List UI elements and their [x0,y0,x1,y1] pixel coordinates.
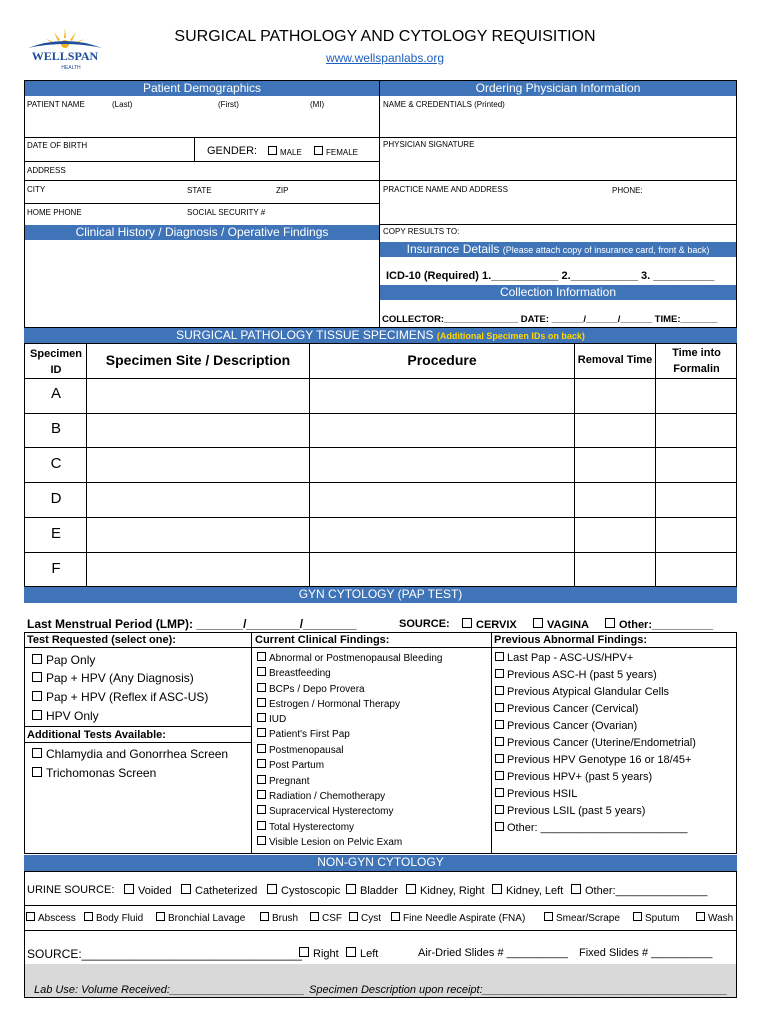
ordering-physician-header: Ordering Physician Information [380,81,736,96]
checkbox-icon [26,912,35,921]
specimen-row-c: C [50,455,62,472]
checkbox-icon [633,912,642,921]
home-phone-label: HOME PHONE [27,208,82,217]
non-gyn-source-field[interactable]: SOURCE:_________________________________ [27,947,302,961]
test-pap-hpv-reflex[interactable]: Pap + HPV (Reflex if ASC-US) [32,690,208,704]
type-wash[interactable]: Wash [696,912,736,924]
physician-name-label: NAME & CREDENTIALS (Printed) [383,100,505,109]
test-chlamydia-gonorrhea[interactable]: Chlamydia and Gonorrhea Screen [32,747,228,761]
finding-item[interactable]: Pregnant [257,775,310,787]
checkbox-icon [495,669,504,678]
copy-results-label: COPY RESULTS TO: [383,227,460,236]
checkbox-icon [495,720,504,729]
air-dried-slides-field[interactable]: Air-Dried Slides # __________ [418,947,568,959]
checkbox-icon [257,759,266,768]
checkbox-icon [495,771,504,780]
test-pap-only[interactable]: Pap Only [32,653,95,667]
checkbox-icon [257,790,266,799]
checkbox-icon [571,884,581,894]
urine-source-label: URINE SOURCE: [27,884,115,896]
lab-description-field[interactable]: Specimen Description upon receipt:________________________________________ [309,984,728,996]
checkbox-icon [124,884,134,894]
urine-kidney-left[interactable]: Kidney, Left [492,884,563,897]
tissue-table [24,343,737,587]
finding-item[interactable]: Total Hysterectomy [257,821,354,833]
type-smear-scrape[interactable]: Smear/Scrape [544,912,620,924]
specimen-row-e: E [50,525,61,542]
checkbox-icon [32,672,42,682]
abnormal-item[interactable]: Previous HPV Genotype 16 or 18/45+ [495,754,691,766]
tissue-specimens-header: SURGICAL PATHOLOGY TISSUE SPECIMENS (Additional Specimen IDs on back) [24,328,737,343]
abnormal-item[interactable]: Previous LSIL (past 5 years) [495,805,645,817]
finding-item[interactable]: Estrogen / Hormonal Therapy [257,698,400,710]
checkbox-icon [257,667,266,676]
abnormal-item[interactable]: Last Pap - ASC-US/HPV+ [495,652,633,664]
checkbox-icon [260,912,269,921]
patient-name-label: PATIENT NAME [27,100,85,109]
finding-item[interactable]: Visible Lesion on Pelvic Exam [257,836,402,848]
checkbox-icon [495,703,504,712]
type-fna[interactable]: Fine Needle Aspirate (FNA) [391,912,525,924]
checkbox-icon [495,737,504,746]
checkbox-icon [544,912,553,921]
removal-time-header: Removal Time [577,354,653,366]
gender-male-option[interactable]: MALE [268,146,302,157]
type-abscess[interactable]: Abscess [26,912,76,924]
finding-item[interactable]: Post Partum [257,759,324,771]
additional-tests-header: Additional Tests Available: [27,729,166,741]
checkbox-icon [267,884,277,894]
lab-volume-field[interactable]: Lab Use: Volume Received:______________________ [34,984,305,996]
non-gyn-cytology-header: NON-GYN CYTOLOGY [24,855,737,871]
specimen-row-f: F [51,560,61,577]
checkbox-icon [32,748,42,758]
urine-bladder[interactable]: Bladder [346,884,398,897]
collection-field[interactable]: COLLECTOR:______________ DATE: ______/______/______ TIME:_______ [382,314,718,325]
checkbox-icon [257,775,266,784]
finding-item[interactable]: Patient's First Pap [257,728,350,740]
insurance-header: Insurance Details (Please attach copy of insurance card, front & back) [380,242,736,257]
source-cervix-option[interactable]: CERVIX [462,618,517,631]
middle-initial-label: (MI) [310,100,325,109]
abnormal-other-field[interactable]: Other: ________________________ [495,822,687,834]
checkbox-icon [299,947,309,957]
checkbox-icon [533,618,543,628]
clinical-history-header: Clinical History / Diagnosis / Operative Findings [25,225,379,240]
gender-label: GENDER: [207,145,258,157]
finding-item[interactable]: Abnormal or Postmenopausal Bleeding [257,652,442,664]
checkbox-icon [605,618,615,628]
fixed-slides-field[interactable]: Fixed Slides # __________ [579,947,713,959]
checkbox-icon [696,912,705,921]
practice-label: PRACTICE NAME AND ADDRESS [383,185,508,194]
source-left-option[interactable]: Left [346,947,378,960]
physician-phone-label: PHONE: [612,186,643,195]
abnormal-item[interactable]: Previous Atypical Glandular Cells [495,686,669,698]
state-label: STATE [187,186,212,195]
lmp-field[interactable]: Last Menstrual Period (LMP): _______/________/________ [27,617,357,631]
gyn-source-label: SOURCE: [399,618,450,630]
checkbox-icon [495,805,504,814]
specimen-row-d: D [50,490,62,507]
abnormal-item[interactable]: Previous Cancer (Cervical) [495,703,638,715]
specimen-row-b: B [50,420,61,437]
type-cyst[interactable]: Cyst [349,912,381,924]
specimen-row-a: A [50,385,61,402]
abnormal-item[interactable]: Previous Cancer (Uterine/Endometrial) [495,737,696,749]
checkbox-icon [32,654,42,664]
abnormal-item[interactable]: Previous Cancer (Ovarian) [495,720,637,732]
checkbox-icon [495,788,504,797]
test-trichomonas[interactable]: Trichomonas Screen [32,766,156,780]
svg-text:WELLSPAN: WELLSPAN [31,49,99,63]
checkbox-icon [310,912,319,921]
abnormal-item[interactable]: Previous ASC-H (past 5 years) [495,669,657,681]
checkbox-icon [156,912,165,921]
test-pap-hpv-any[interactable]: Pap + HPV (Any Diagnosis) [32,671,194,685]
finding-item[interactable]: Postmenopausal [257,744,344,756]
specimen-site-header: Specimen Site / Description [105,352,291,368]
checkbox-icon [181,884,191,894]
checkbox-icon [32,767,42,777]
checkbox-icon [391,912,400,921]
checkbox-icon [406,884,416,894]
zip-label: ZIP [276,186,289,195]
checkbox-icon [495,822,504,831]
type-bronchial-lavage[interactable]: Bronchial Lavage [156,912,245,924]
last-name-label: (Last) [112,100,133,109]
previous-abnormal-header: Previous Abnormal Findings: [494,634,647,646]
checkbox-icon [495,754,504,763]
abnormal-item[interactable]: Previous HPV+ (past 5 years) [495,771,652,783]
checkbox-icon [462,618,472,628]
checkbox-icon [495,686,504,695]
checkbox-icon [314,146,323,155]
checkbox-icon [349,912,358,921]
checkbox-icon [257,713,266,722]
address-label: ADDRESS [27,166,66,175]
gyn-cytology-header: GYN CYTOLOGY (PAP TEST) [24,587,737,603]
type-body-fluid[interactable]: Body Fluid [84,912,143,924]
sunburst-icon [28,28,102,48]
specimen-id-header: Specimen ID [30,348,82,376]
finding-item[interactable]: Breastfeeding [257,667,331,679]
checkbox-icon [492,884,502,894]
form-title: SURGICAL PATHOLOGY AND CYTOLOGY REQUISITION [174,28,596,45]
checkbox-icon [257,744,266,753]
urine-cystoscopic[interactable]: Cystoscopic [267,884,340,897]
checkbox-icon [257,821,266,830]
formalin-time-header: Time into Formalin [672,347,721,375]
checkbox-icon [268,146,277,155]
ssn-label: SOCIAL SECURITY # [187,208,266,217]
checkbox-icon [32,710,42,720]
physician-signature-label: PHYSICIAN SIGNATURE [383,140,475,149]
checkbox-icon [346,884,356,894]
checkbox-icon [346,947,356,957]
checkbox-icon [257,805,266,814]
finding-item[interactable]: Supracervical Hysterectomy [257,805,393,817]
first-name-label: (First) [218,100,239,109]
checkbox-icon [495,652,504,661]
collection-header: Collection Information [380,285,736,300]
source-other-option[interactable]: Other:__________ [605,618,713,631]
icd10-field[interactable]: ICD-10 (Required) 1.___________ 2.___________ 3. __________ [386,270,715,282]
type-brush[interactable]: Brush [260,912,298,924]
procedure-header: Procedure [407,352,477,368]
type-sputum[interactable]: Sputum [633,912,679,924]
source-right-option[interactable]: Right [299,947,339,960]
patient-demographics-header: Patient Demographics [25,81,379,96]
abnormal-item[interactable]: Previous HSIL [495,788,577,800]
checkbox-icon [84,912,93,921]
test-hpv-only[interactable]: HPV Only [32,709,99,723]
checkbox-icon [32,691,42,701]
checkbox-icon [257,652,266,661]
finding-item[interactable]: BCPs / Depo Provera [257,683,365,695]
source-vagina-option[interactable]: VAGINA [533,618,589,631]
urine-kidney-right[interactable]: Kidney, Right [406,884,485,897]
urine-other[interactable]: Other:_______________ [571,884,707,897]
checkbox-icon [257,728,266,737]
tests-requested-header: Test Requested (select one): [27,634,176,646]
checkbox-icon [257,698,266,707]
dob-label: DATE OF BIRTH [27,141,88,150]
current-findings-header: Current Clinical Findings: [255,634,390,646]
finding-item[interactable]: Radiation / Chemotherapy [257,790,385,802]
finding-item[interactable]: IUD [257,713,286,725]
urine-voided[interactable]: Voided [124,884,172,897]
city-label: CITY [27,185,46,194]
type-csf[interactable]: CSF [310,912,342,924]
wellspan-logo [24,24,106,74]
checkbox-icon [257,683,266,692]
website-link[interactable]: www.wellspanlabs.org [325,51,445,65]
gender-female-option[interactable]: FEMALE [314,146,358,157]
checkbox-icon [257,836,266,845]
urine-catheterized[interactable]: Catheterized [181,884,257,897]
svg-text:HEALTH: HEALTH [61,65,81,71]
